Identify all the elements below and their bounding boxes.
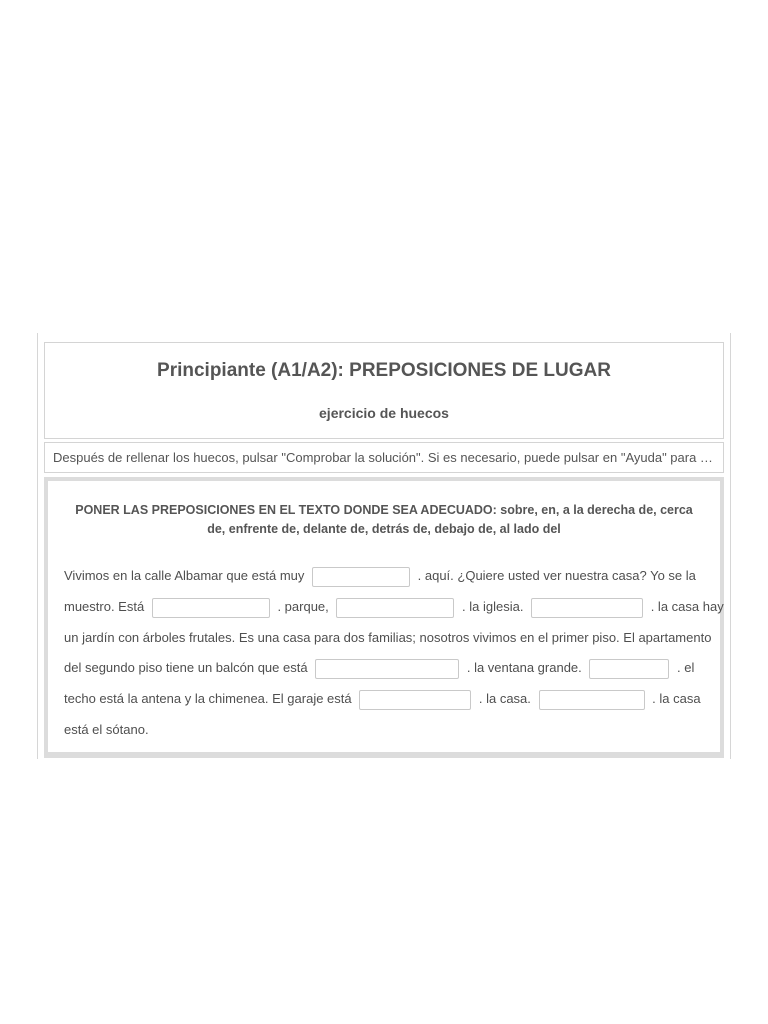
- exercise-container: [44, 477, 724, 758]
- gap-input-5[interactable]: [315, 659, 459, 679]
- text-line-4: [64, 657, 694, 679]
- text-line-3: [64, 627, 711, 649]
- text-line-5: [64, 688, 701, 710]
- exercise-panel: [48, 481, 724, 752]
- text-line-2: [64, 596, 724, 618]
- gap-input-7[interactable]: [359, 690, 471, 710]
- text-fragment: del segundo piso tiene un balcón que está: [64, 660, 308, 675]
- page-title: Principiante (A1/A2): PREPOSICIONES DE LUGAR: [157, 360, 611, 381]
- exercise-heading-line2: de, enfrente de, delante de, detrás de, debajo de, al lado del: [207, 522, 561, 536]
- text-fragment: . parque,: [277, 599, 329, 614]
- gap-input-4[interactable]: [531, 598, 643, 618]
- text-fragment: . la casa hay: [650, 599, 724, 614]
- exercise-heading: [58, 501, 710, 539]
- text-fragment: un jardín con árboles frutales. Es una casa para dos familias; nosotros vivimos en el primer piso. El apartamento: [64, 630, 712, 645]
- gap-input-6[interactable]: [589, 659, 669, 679]
- gap-input-1[interactable]: [312, 567, 410, 587]
- text-line-1: [64, 565, 696, 587]
- text-fragment: . aquí. ¿Quiere usted ver nuestra casa? Yo se la: [417, 568, 696, 583]
- text-fragment: muestro. Está: [64, 599, 145, 614]
- gap-input-2[interactable]: [152, 598, 270, 618]
- text-fragment: está el sótano.: [64, 722, 149, 737]
- gap-input-3[interactable]: [336, 598, 454, 618]
- text-fragment: Vivimos en la calle Albamar que está muy: [64, 568, 305, 583]
- exercise-heading-line1: PONER LAS PREPOSICIONES EN EL TEXTO DONDE SEA ADECUADO: sobre, en, a la derecha de, cerca: [75, 503, 693, 517]
- text-fragment: . el: [677, 660, 695, 675]
- text-fragment: . la casa: [652, 691, 701, 706]
- text-line-6: [64, 719, 149, 741]
- text-fragment: . la ventana grande.: [466, 660, 582, 675]
- exercise-header: [44, 342, 724, 439]
- gap-input-8[interactable]: [539, 690, 645, 710]
- instructions-bar: Después de rellenar los huecos, pulsar "Comprobar la solución". Si es necesario, puede pulsar en "Ayuda" para …: [44, 442, 724, 473]
- text-fragment: . la casa.: [478, 691, 531, 706]
- text-fragment: . la iglesia.: [462, 599, 524, 614]
- page-subtitle: ejercicio de huecos: [319, 405, 449, 421]
- text-fragment: techo está la antena y la chimenea. El garaje está: [64, 691, 352, 706]
